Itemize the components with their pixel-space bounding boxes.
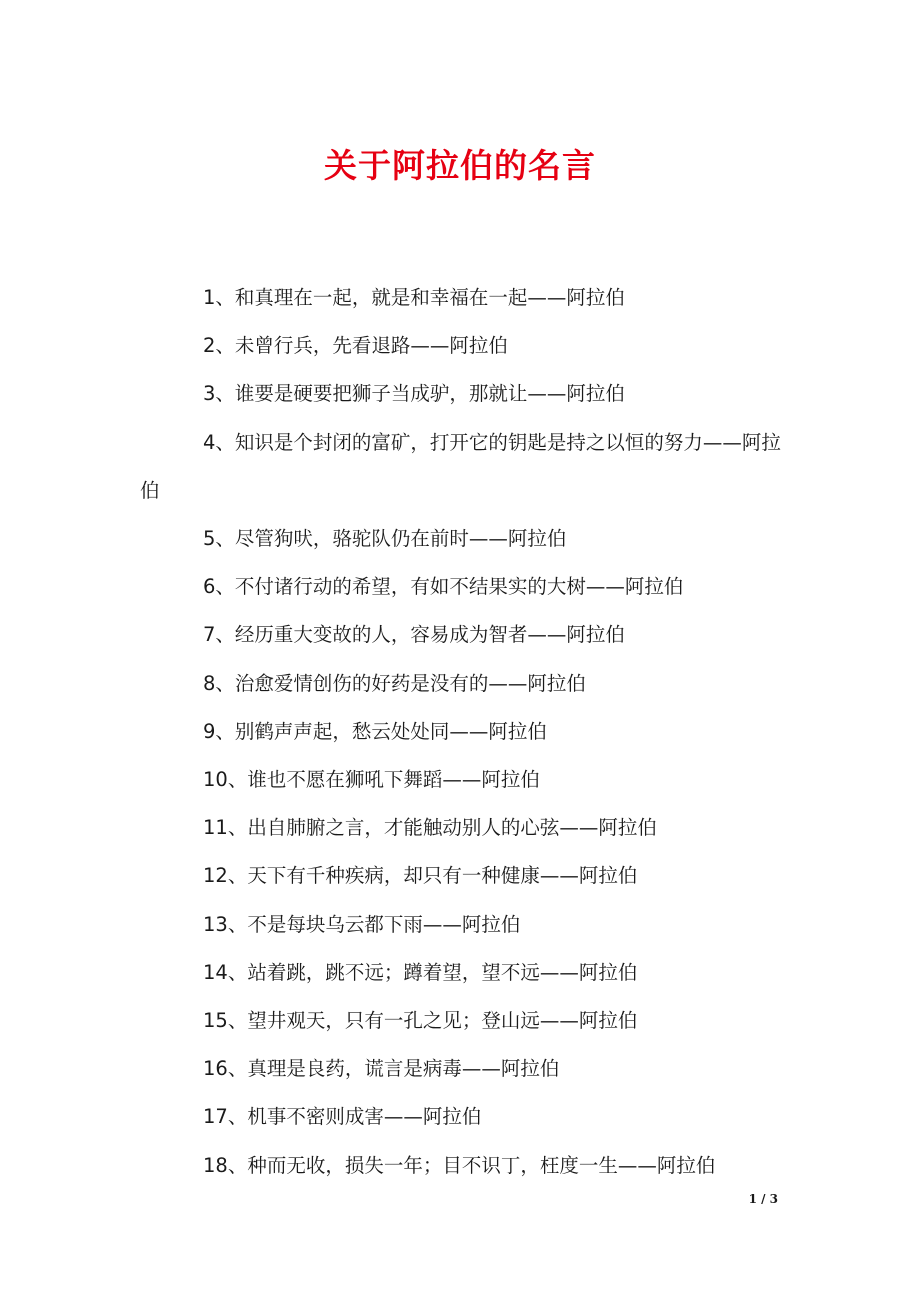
page-number: 1 / 3: [748, 1192, 778, 1206]
quote-item: 14、站着跳，跳不远；蹲着望，望不远——阿拉伯: [203, 960, 638, 984]
quote-item: 17、机事不密则成害——阿拉伯: [203, 1105, 482, 1129]
quote-item: 8、治愈爱情创伤的好药是没有的——阿拉伯: [203, 671, 586, 695]
quote-item: 4、知识是个封闭的富矿，打开它的钥匙是持之以恒的努力——阿拉伯: [140, 430, 781, 502]
quote-item: 16、真理是良药，谎言是病毒——阿拉伯: [203, 1057, 560, 1081]
quote-item: 10、谁也不愿在狮吼下舞蹈——阿拉伯: [203, 768, 540, 792]
quote-list: [140, 274, 785, 1190]
quote-item: 6、不付诸行动的希望，有如不结果实的大树——阿拉伯: [203, 575, 684, 599]
quote-item: 5、尽管狗吠，骆驼队仍在前时——阿拉伯: [203, 527, 567, 551]
quote-item: 18、种而无收，损失一年；目不识丁，枉度一生——阿拉伯: [203, 1153, 716, 1177]
document-title: 关于阿拉伯的名言: [324, 146, 596, 185]
quote-item: 11、出自肺腑之言，才能触动别人的心弦——阿拉伯: [203, 816, 657, 840]
quote-item: 1、和真理在一起，就是和幸福在一起——阿拉伯: [203, 286, 625, 309]
quote-item: 9、别鹤声声起，愁云处处同——阿拉伯: [203, 719, 547, 743]
quote-item: 12、天下有千种疾病，却只有一种健康——阿拉伯: [203, 864, 638, 888]
quote-item: 15、望井观天，只有一孔之见；登山远——阿拉伯: [203, 1009, 638, 1033]
quote-item: 3、谁要是硬要把狮子当成驴，那就让——阿拉伯: [203, 382, 625, 406]
quote-item: 7、经历重大变故的人，容易成为智者——阿拉伯: [203, 623, 625, 647]
quote-item: 2、未曾行兵，先看退路——阿拉伯: [203, 334, 508, 358]
quote-item: 13、不是每块乌云都下雨——阿拉伯: [203, 912, 521, 936]
